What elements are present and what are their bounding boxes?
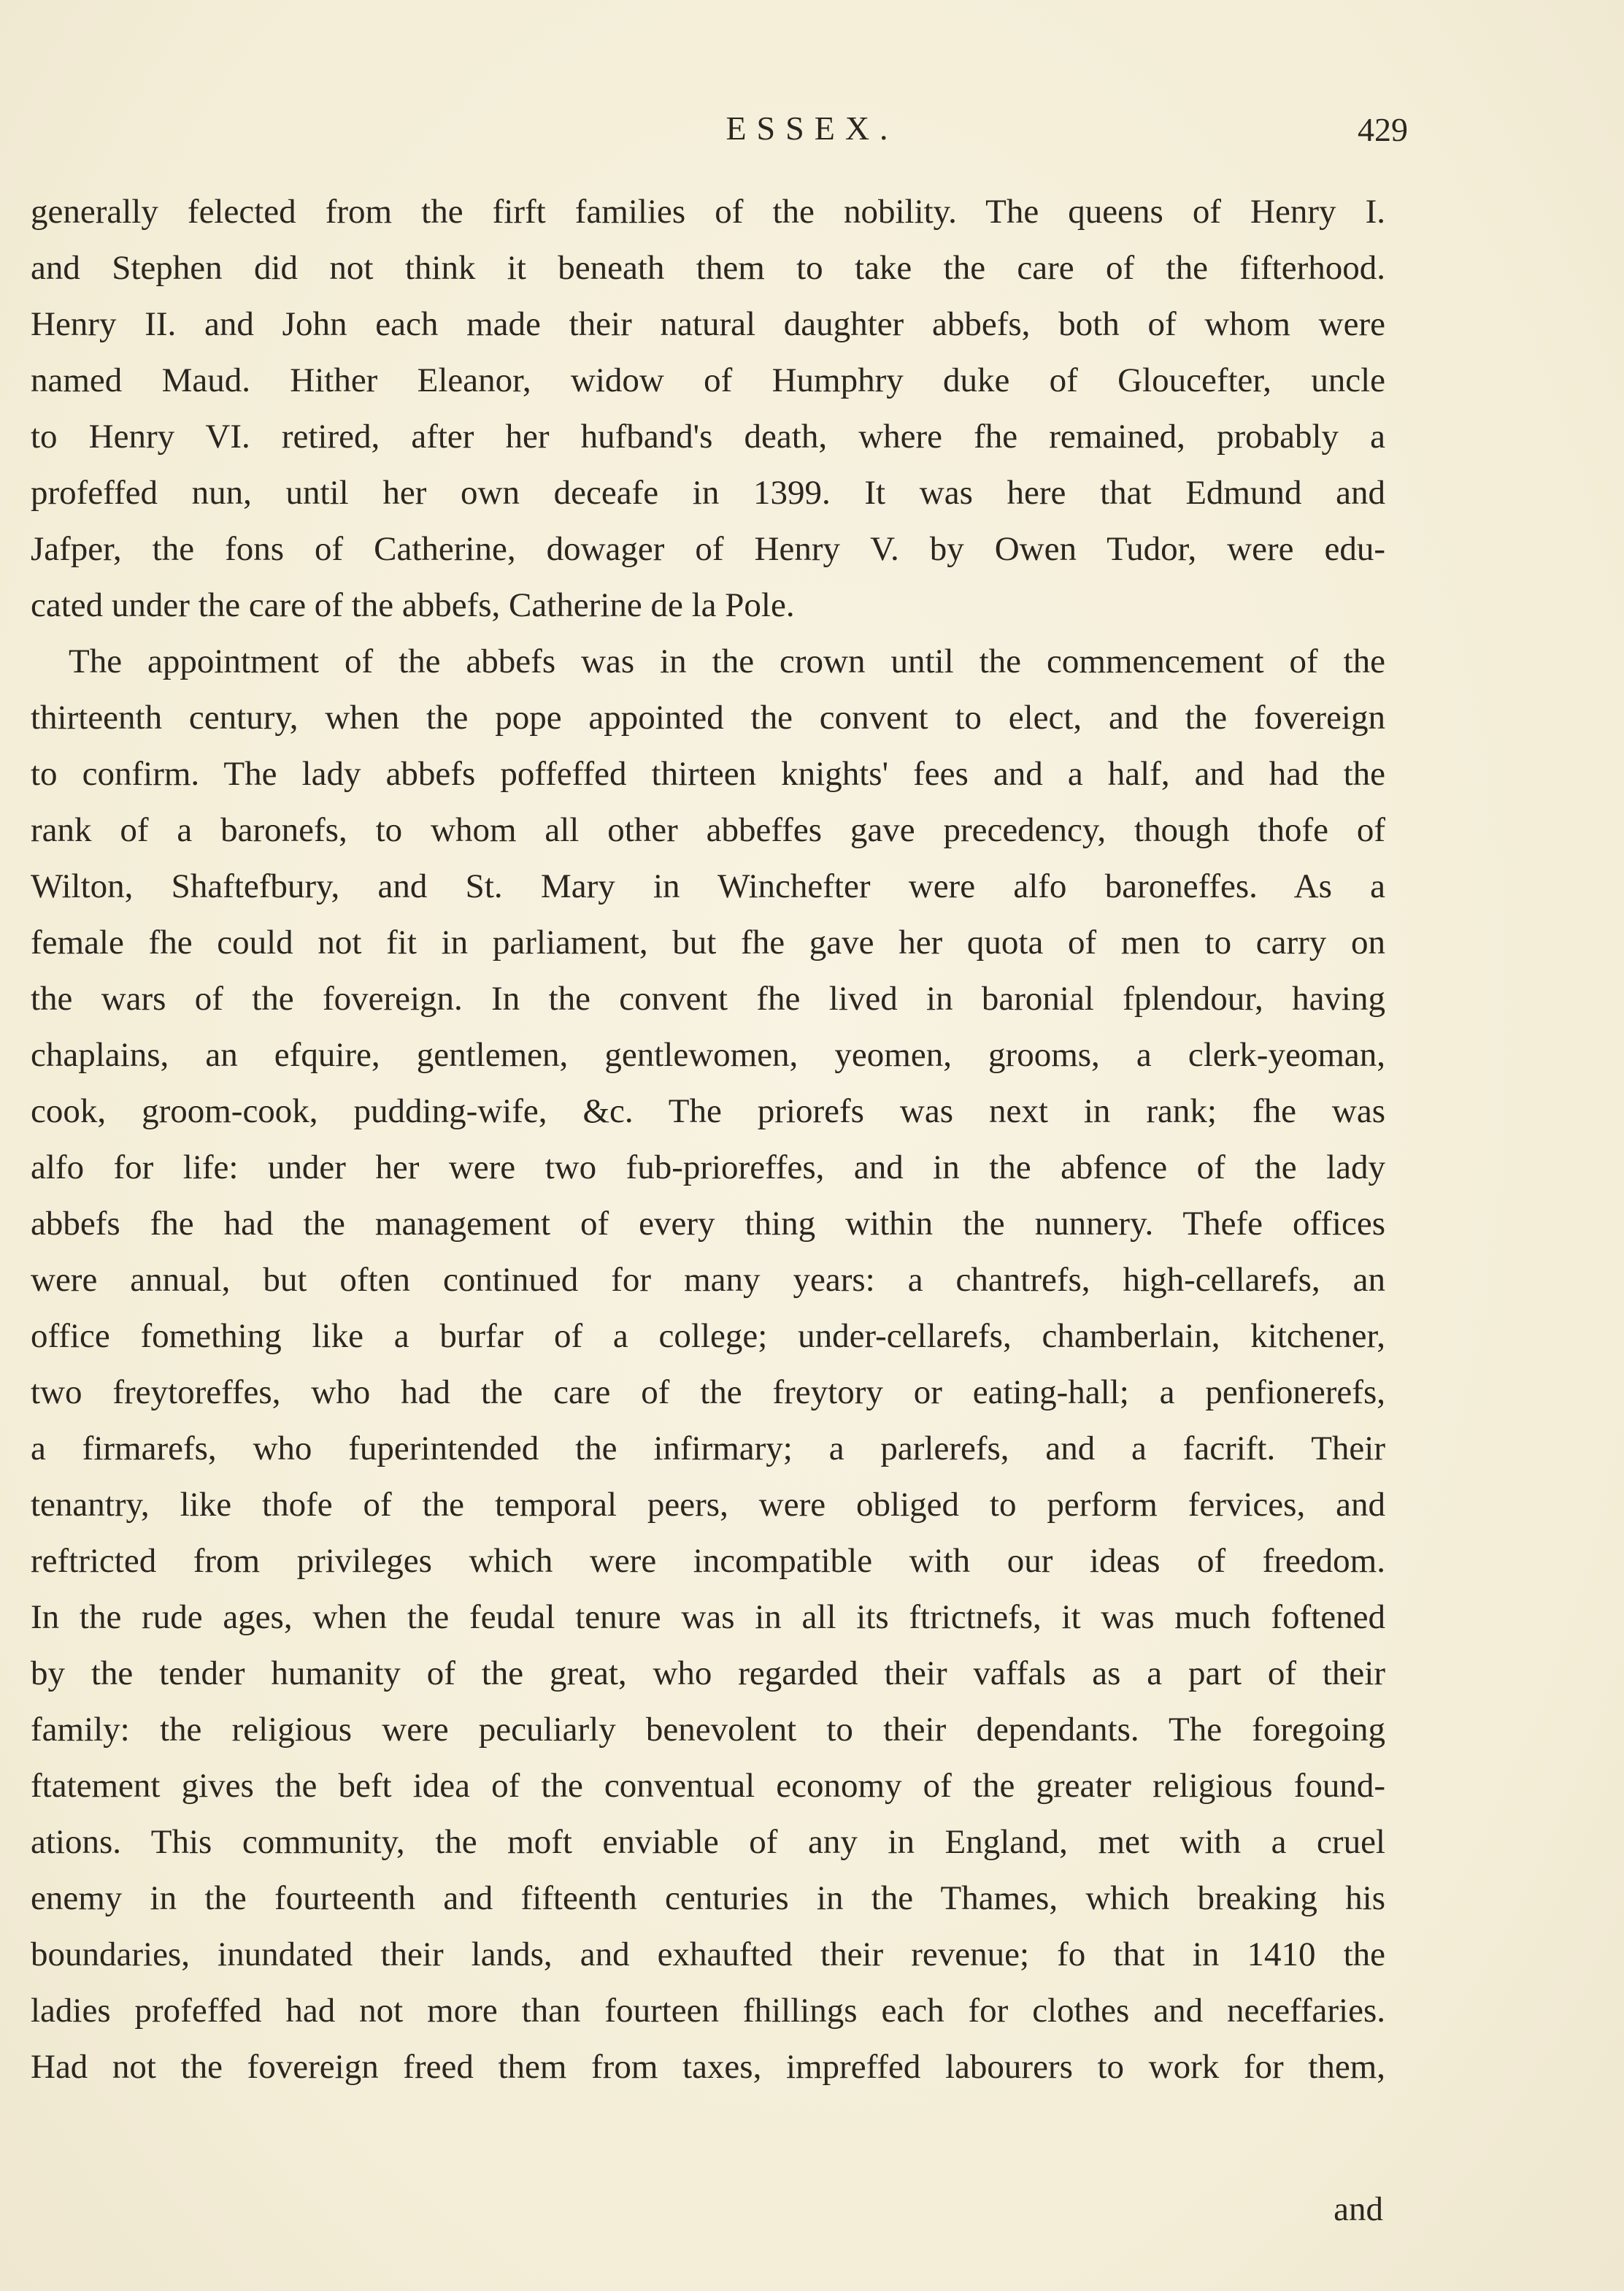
text-line: Henry II. and John each made their natural daughter abbefs, both of whom were [31, 305, 1385, 343]
text-line: alfo for life: under her were two fub-prioreffes, and in the abfence of the lady [31, 1148, 1385, 1186]
text-line: rank of a baronefs, to whom all other abbeffes gave precedency, though thofe of [31, 811, 1385, 849]
running-head: ESSEX. [726, 110, 898, 147]
page-number: 429 [1358, 111, 1408, 148]
body-text [31, 184, 1385, 2095]
text-line: thirteenth century, when the pope appointed the convent to elect, and the fovereign [31, 699, 1385, 737]
text-line: generally felected from the firft families of the nobility. The queens of Henry I. [31, 193, 1385, 231]
text-line: profeffed nun, until her own deceafe in 1399. It was here that Edmund and [31, 474, 1385, 512]
text-line: were annual, but often continued for many years: a chantrefs, high-cellarefs, an [31, 1261, 1385, 1299]
text-line: Jafper, the fons of Catherine, dowager of Henry V. by Owen Tudor, were edu- [31, 530, 1385, 568]
text-line: cook, groom-cook, pudding-wife, &c. The priorefs was next in rank; fhe was [31, 1092, 1385, 1130]
catchword: and [1334, 2190, 1383, 2228]
text-line: female fhe could not fit in parliament, but fhe gave her quota of men to carry on [31, 924, 1385, 962]
text-line: Had not the fovereign freed them from taxes, impreffed labourers to work for them, [31, 2048, 1385, 2086]
text-line: and Stephen did not think it beneath them to take the care of the fifterhood. [31, 249, 1385, 287]
text-line: enemy in the fourteenth and fifteenth centuries in the Thames, which breaking his [31, 1879, 1385, 1917]
text-line: ftatement gives the beft idea of the conventual economy of the greater religious found- [31, 1767, 1385, 1805]
text-line: reftricted from privileges which were incompatible with our ideas of freedom. [31, 1542, 1385, 1580]
text-line: cated under the care of the abbefs, Catherine de la Pole. [31, 586, 795, 624]
text-line: boundaries, inundated their lands, and exhaufted their revenue; fo that in 1410 the [31, 1935, 1385, 1973]
text-line: by the tender humanity of the great, who regarded their vaffals as a part of their [31, 1654, 1385, 1692]
text-line: to confirm. The lady abbefs poffeffed thirteen knights' fees and a half, and had the [31, 755, 1385, 793]
text-line: named Maud. Hither Eleanor, widow of Humphry duke of Gloucefter, uncle [31, 361, 1385, 399]
text-line: ladies profeffed had not more than fourteen fhillings each for clothes and neceffaries. [31, 1992, 1385, 2030]
text-line: abbefs fhe had the management of every thing within the nunnery. Thefe offices [31, 1205, 1385, 1243]
text-line: Wilton, Shaftefbury, and St. Mary in Winchefter were alfo baroneffes. As a [31, 867, 1385, 905]
text-line: In the rude ages, when the feudal tenure was in all its ftrictnefs, it was much foftened [31, 1598, 1385, 1636]
text-line: ations. This community, the moft enviable of any in England, met with a cruel [31, 1823, 1385, 1861]
paragraph-start-line: The appointment of the abbefs was in the crown until the commencement of the [69, 642, 1385, 680]
text-line: chaplains, an efquire, gentlemen, gentlewomen, yeomen, grooms, a clerk-yeoman, [31, 1036, 1385, 1074]
text-line: the wars of the fovereign. In the convent fhe lived in baronial fplendour, having [31, 980, 1385, 1018]
text-line: to Henry VI. retired, after her hufband's death, where fhe remained, probably a [31, 418, 1385, 456]
text-line: a firmarefs, who fuperintended the infirmary; a parlerefs, and a facrift. Their [31, 1430, 1385, 1467]
text-line: two freytoreffes, who had the care of the freytory or eating-hall; a penfionerefs, [31, 1373, 1385, 1411]
text-line: tenantry, like thofe of the temporal peers, were obliged to perform fervices, and [31, 1486, 1385, 1524]
text-line: office fomething like a burfar of a college; under-cellarefs, chamberlain, kitchener, [31, 1317, 1385, 1355]
text-line: family: the religious were peculiarly benevolent to their dependants. The foregoing [31, 1711, 1385, 1749]
